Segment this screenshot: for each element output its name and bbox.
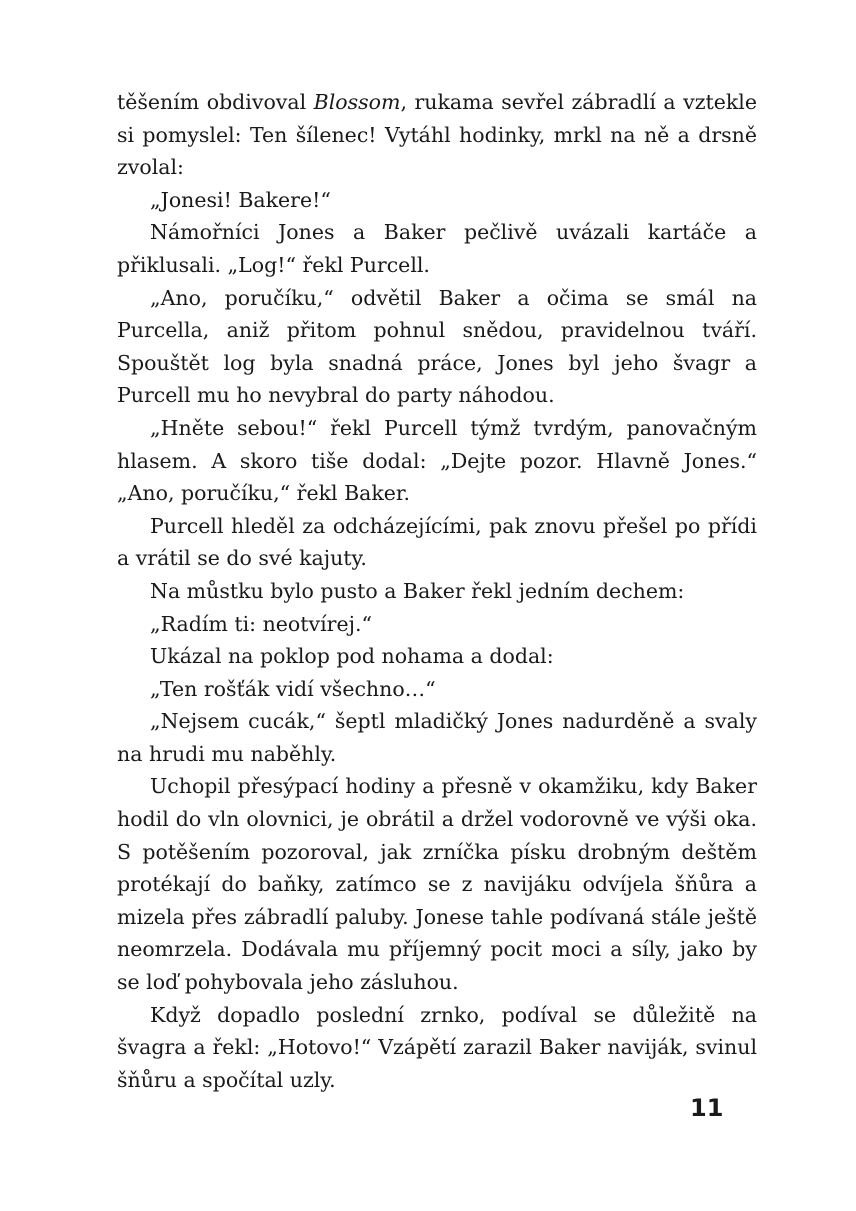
paragraph: Když dopadlo poslední zrnko, podíval se důležitě na švagra a řekl: „Hotovo!“ Vzápětí zarazil Baker naviják, svinul šňůru a spočítal uzly. <box>117 1002 757 1092</box>
paragraph <box>117 86 757 184</box>
paragraph: „Nejsem cucák,“ šeptl mladičký Jones nadurděně a svaly na hrudi mu naběhly. <box>117 709 757 766</box>
paragraph: Námořníci Jones a Baker pečlivě uvázali kartáče a přiklusali. „Log!“ řekl Purcell. <box>117 220 757 277</box>
paragraph: „Ano, poručíku,“ odvětil Baker a očima se smál na Purcella, aniž přitom pohnul snědou, pravidelnou tváří. Spouštět log byla snadná práce, Jones byl jeho švagr a Purcell mu ho nevybral do party náhodou. <box>117 285 757 408</box>
paragraph: „Radím ti: neotvírej.“ <box>150 611 372 636</box>
paragraph: Ukázal na poklop pod nohama a dodal: <box>150 644 554 669</box>
ship-name-italic: Blossom <box>313 90 401 114</box>
paragraph: „Ten rošťák vidí všechno…“ <box>150 676 436 701</box>
page-body <box>117 86 757 1096</box>
paragraph: „Jonesi! Bakere!“ <box>150 187 331 212</box>
text-run: těšením obdivoval <box>117 90 314 114</box>
text-run: , rukama sevřel zábradlí a vztekle si pomyslel: Ten šílenec! Vytáhl hodinky, mrkl na ně a drsně zvolal: <box>117 90 757 180</box>
paragraph: Purcell hleděl za odcházejícími, pak znovu přešel po přídi a vrátil se do své kajuty. <box>117 513 757 571</box>
paragraph: Uchopil přesýpací hodiny a přesně v okamžiku, kdy Baker hodil do vln olovnici, je obrátil a držel vodorovně ve výši oka. S potěšením pozoroval, jak zrníčka písku drobným deštěm protékají do baňky, zatímco se z navijáku odvíjela šňůra a mizela přes zábradlí paluby. Jonese tahle podívaná stále ještě neomrzela. Dodávala mu příjemný pocit moci a síly, jako by se loď pohybovala jeho zásluhou. <box>117 774 757 995</box>
page-number: 11 <box>690 1094 724 1122</box>
paragraph: „Hněte sebou!“ řekl Purcell týmž tvrdým, panovačným hlasem. A skoro tiše dodal: „Dejte pozor. Hlavně Jones.“ „Ano, poručíku,“ řekl Baker. <box>117 415 757 506</box>
paragraph: Na můstku bylo pusto a Baker řekl jedním dechem: <box>150 578 685 603</box>
